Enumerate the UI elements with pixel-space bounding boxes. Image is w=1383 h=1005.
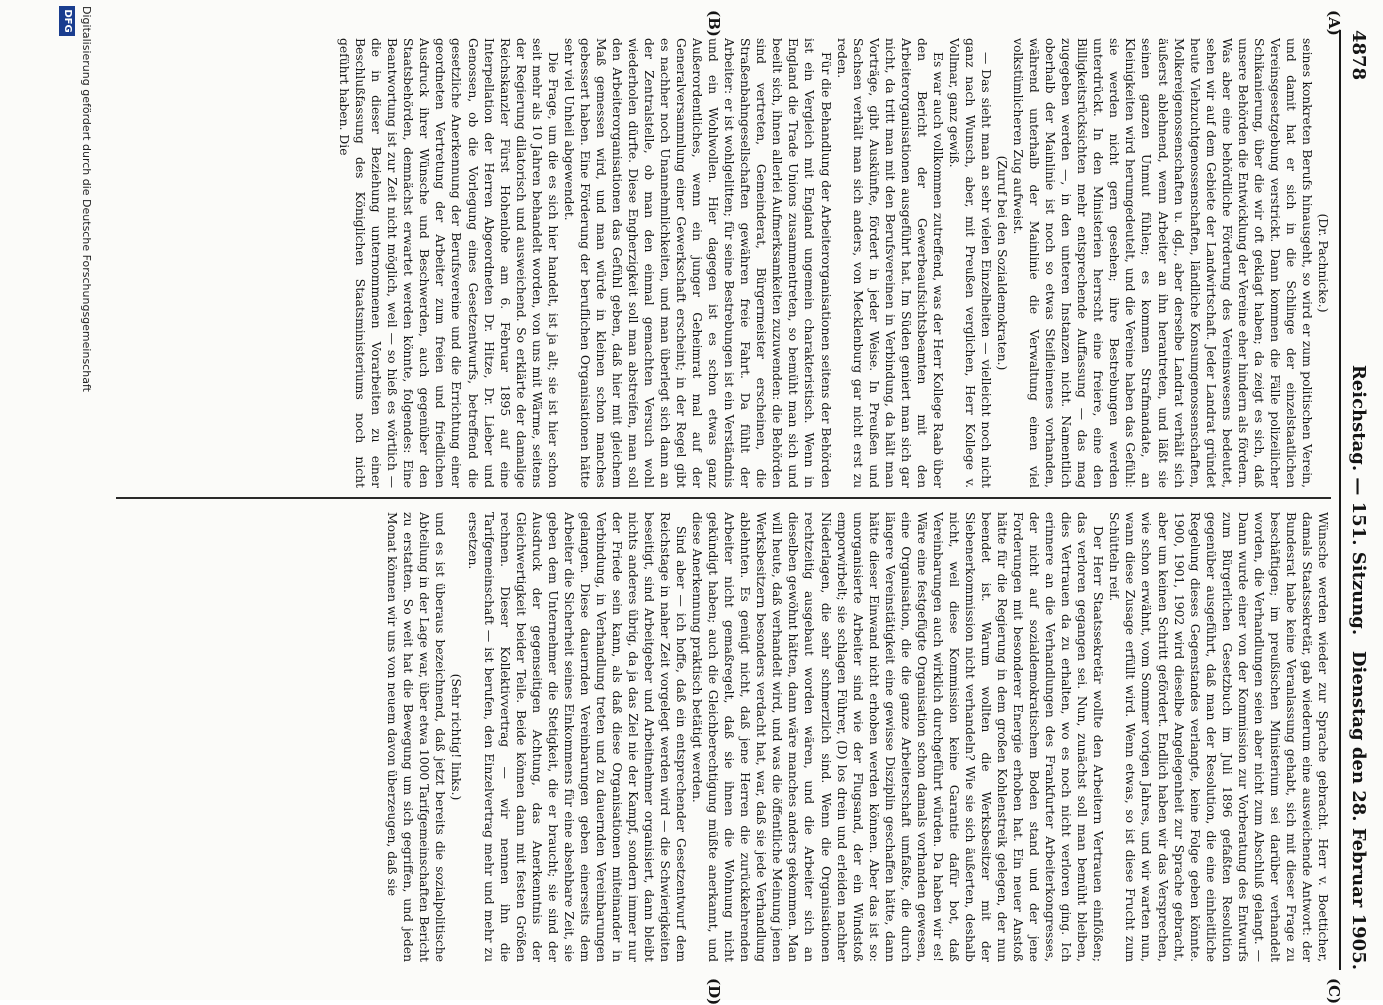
interjection: (Zuruf bei den Sozialdemokraten.) [995, 155, 1010, 371]
paragraph: Für die Behandlung der Arbeiterorganisationen seitens der Behörden ist ein Vergleich mit England ungemein charakteristisch. Wenn in England die Trade Unions zusammentreten, so bemüht man sich und beeilt sich, ihnen allerlei Aufmerksamkeiten zuzuwenden: die Behörden sind vertreten, Gemeinderat, Bürgermeister erscheinen, die Straßenbahngesellschaften gewähren freie Fahrt. Da fühlt der Arbeiter: er ist wohlgelitten; für seine Bestrebungen ist ein Verständnis und ein Wohlwollen. Hier dagegen ist es schon etwas ganz Außerordentliches, wenn ein junger Geheimrat mal auf der Generalversammlung einer Gewerkschaft erscheint; in der Regel gibt es nachher noch Unannehmlichkeiten, und man überlegt sich dann an der Zentralstelle, ob man den einmal gemachten Versuch wohl wiederholen dürfte. Diese Engherzigkeit soll man abstreifen, man soll den Arbeiterorganisationen das Gefühl geben, daß hier mit gleichem Maß gemessen wird, und man würde in kleinen schon manches gebessert haben. Eine Förderung der beruflichen Organisationen hätte sehr viel Unheil abgewendet. [561, 38, 833, 488]
paragraph: Der Herr Staatssekretär wollte den Arbeitern Vertrauen einflößen; das verloren gegangen sei. Nun, zunächst soll man bemüht bleiben, dies Vertrauen da zu erhalten, wo es noch nicht verloren ging. Ich erinnere an die Verhandlungen des Frankfurter Arbeiterkongresses, der nicht auf sozialdemokratischem Boden stand und der jene Forderungen mit besonderer Energie erhoben hat. Ein neuer Anstoß hätte für die Regierung in dem großen Kohlenstreik gelegen, der nun beendet ist. Warum wollten die Werksbesitzer mit der Siebenerkommission nicht verhandeln? Wie sie sich äußerten, deshalb nicht, weil diese Kommission keine Garantie dafür bot, daß Vereinbarungen auch wirklich durchgeführt würden. Da haben wir es! Wäre eine festgefügte Organisation schon damals vorhanden gewesen, eine Organisation, die die ganze Arbeiterschaft umfaßte, die durch längere Vereinstätigkeit eine gewisse Disziplin geschaffen hätte, dann hätte dieser Einwand nicht erhoben werden können. Aber das ist so: unorganisierte Arbeiter sind wie der Flugsand, der ein Windstoß emporwirbelt; sie schlagen Führer, (D) los drein und erleiden nachher Niederlagen, die sehr schmerzlich sind. Wenn die Organisationen rechtzeitig ausgebaut worden wären, und die Arbeiter sich an dieselben gewöhnt hätten, dann wäre manches anders gekommen. Man will heute, daß verhandelt wird, und was die öffentliche Meinung jenen Werksbesitzern besonders verdacht hat, war, daß sie jede Verhandlung ablehnten. Es genügt nicht, daß jene Herren die zurückkehrenden Arbeiter nicht gemaßregelt, daß sie ihnen die Wohnung nicht gekündigt haben; auch die Gleichberechtigung müßte anerkannt, und diese Anerkennung praktisch betätigt werden. [690, 512, 1106, 962]
credit-text: Digitalisierung gefördert durch die Deutsche Forschungsgemeinschaft [80, 6, 93, 392]
session-title: Reichstag. — 151. Sitzung. [1348, 364, 1369, 636]
paragraph: seines konkreten Berufs hinausgeht, so wird er zum politischen Verein, und damit hat er sich in die Schlinge der einzelstaatlichen Vereinsgesetzgebung verstrickt. Dann kommen die Fälle polizeilicher Schikanierung, über die wir oft geklagt haben; da zeigt es sich, daß unsere Behörden die Entwicklung der Vereine eher hindern als fördern. Was aber eine behördliche Förderung des Vereinswesens bedeutet, sehen wir auf dem Gebiete der Landwirtschaft. Jeder Landrat gründet heute Viehzuchtgenossenschaften, ländliche Konsumgenossenschaften, Molkereigenossenschaften u. dgl., aber derselbe Landrat verhält sich äußerst ablehnend, wenn Arbeiter an ihn herantreten, und läßt sie seinen ganzen Unmut fühlen; es kommen Strafmandate, an Kleinigkeiten wird herumgedeutelt, und die Vereine haben das Gefühl: sie werden nicht gern gesehen; ihre Bestrebungen werden unterdrückt. In den Ministerien herrscht eine freiere, eine den Billigkeitsrücksichten mehr entsprechende Auffassung — das mag zugegeben werden —, in den unteren Instanzen nicht. Namentlich oberhalb der Mainlinie ist noch so etwas Steifleinenes vorhanden, während unterhalb der Mainlinie die Verwaltung einen viel volkstümlicheren Zug aufweist. [1011, 38, 1314, 488]
dfg-logo: DFG [59, 6, 75, 36]
speaker-label: (Dr. Pachnicke.) [1316, 213, 1330, 313]
column-divider [116, 497, 1331, 499]
page-header [1343, 30, 1369, 970]
page-number: 4878 [1348, 30, 1369, 81]
paragraph: und es ist überaus bezeichnend, daß jetzt bereits die sozialpolitische Abteilung in der Lage war, über etwa 1000 Tarifgemeinschaften Bericht zu erstatten. So weit hat die Bewegung um sich gegriffen, und jeden Monat können wir uns von neuem davon überzeugen, daß sie [385, 512, 448, 962]
margin-mark-a: (A) [1325, 10, 1343, 36]
left-column [116, 38, 1331, 488]
paragraph: Sind aber — ich hoffe, daß ein entsprechender Gesetzentwurf dem Reichstage in naher Zeit vorgelegt werden wird — die Schwierigkeiten beseitigt, sind Arbeitgeber und Arbeitnehmer organisiert, dann bleibt nichts anderes übrig, da ja das Ziel nie der Kampf, sondern immer nur der Friede sein kann, als daß diese Organisationen miteinander in Verbindung, in Verhandlung treten und zu dauernden Vereinbarungen gelangen. Diese dauernden Vereinbarungen geben einerseits dem Arbeiter die Sicherheit seines Einkommens für eine absehbare Zeit, sie geben dem Unternehmer die Stetigkeit, die er braucht; sie sind der Ausdruck der gegenseitigen Achtung, das Anerkenntnis der Gleichwertigkeit beider Teile. Beide können dann mit festen Größen rechnen. Dieser Kollektivvertrag — wir nennen ihn die Tarifgemeinschaft — ist berufen, den Einzelvertrag mehr und mehr zu ersetzen. [465, 512, 689, 962]
paragraph: — Das sieht man an sehr vielen Einzelheiten — vielleicht noch nicht ganz nach Wunsch, aber, mit Preußen verglichen, Herr Kollege v. Vollmar, ganz gewiß. [946, 38, 994, 488]
interjection: (Sehr richtig! links.) [449, 673, 464, 801]
right-column [116, 512, 1331, 962]
margin-mark-d: (D) [705, 978, 723, 1005]
margin-mark-c: (C) [1325, 978, 1343, 1005]
margin-mark-b: (B) [705, 10, 723, 37]
header-rule [1339, 30, 1341, 970]
session-date: Dienstag den 28. Februar 1905. [1348, 650, 1369, 970]
paragraph: Es war auch vollkommen zutreffend, was der Herr Kollege Raab über den Bericht der Gewerbeaufsichtsbeamten mit den Arbeiterorganisationen ausgeführt hat. Im Süden geniert man sich gar nicht, da tritt man mit den Berufsvereinen in Verbindung, da hält man Vorträge, gibt Auskünfte, fördert in jeder Weise. In Preußen und Sachsen verhält man sich anders, von Mecklenburg gar nicht erst zu reden. [834, 38, 945, 488]
paragraph: Wünsche werden wieder zur Sprache gebracht. Herr v. Boetticher, damals Staatssekretär, gab wiederum eine ausweichende Antwort: der Bundesrat habe keine Veranlassung gehabt, sich mit dieser Frage zu beschäftigen; im preußischen Ministerium sei darüber verhandelt worden, die Verhandlungen seien aber nicht zum Abschluß gelangt. — Dann wurde einer von der Kommission zur Vorberatung des Entwurfs zum Bürgerlichen Gesetzbuch im Juli 1896 gefaßten Resolution gegenüber ausgeführt, daß man der Resolution, die eine einheitliche Regelung dieses Gegenstandes verlangte, keine Folge geben könnte. 1900, 1901, 1902 wird dieselbe Angelegenheit zur Sprache gebracht, aber um keinen Schritt gefördert. Endlich haben wir das Versprechen, wie schon erwähnt, vom Sommer vorigen Jahres, und wir warten nun, wann diese Zusage erfüllt wird. Wenn etwas, so ist diese Frucht zum Schütteln reif. [1107, 512, 1330, 962]
paragraph: Die Frage, um die es sich hier handelt, ist ja alt; sie ist hier schon seit mehr als 10 Jahren behandelt worden, von uns mit Wärme, seitens der Regierung dilatorisch und ausweichend. So erklärte der damalige Reichskanzler Fürst Hohenlohe am 6. Februar 1895 auf eine Interpellation der Herren Abgeordneten Dr. Hitze, Dr. Lieber und Genossen, ob die Vorlegung eines Gesetzentwurfs, betreffend die gesetzliche Anerkennung der Berufsvereine und die Errichtung einer geordneten Vertretung der Arbeiter zum freien und friedlichen Ausdruck ihrer Wünsche und Beschwerden, auch gegenüber den Staatsbehörden, demnächst erwartet werden könnte, folgendes: Eine Beantwortung ist zur Zeit nicht möglich, weil — so hieß es wörtlich — die in dieser Beziehung unternommenen Vorarbeiten zu einer Beschlußfassung des Königlichen Staatsministeriums noch nicht geführt haben. Die [337, 38, 560, 488]
